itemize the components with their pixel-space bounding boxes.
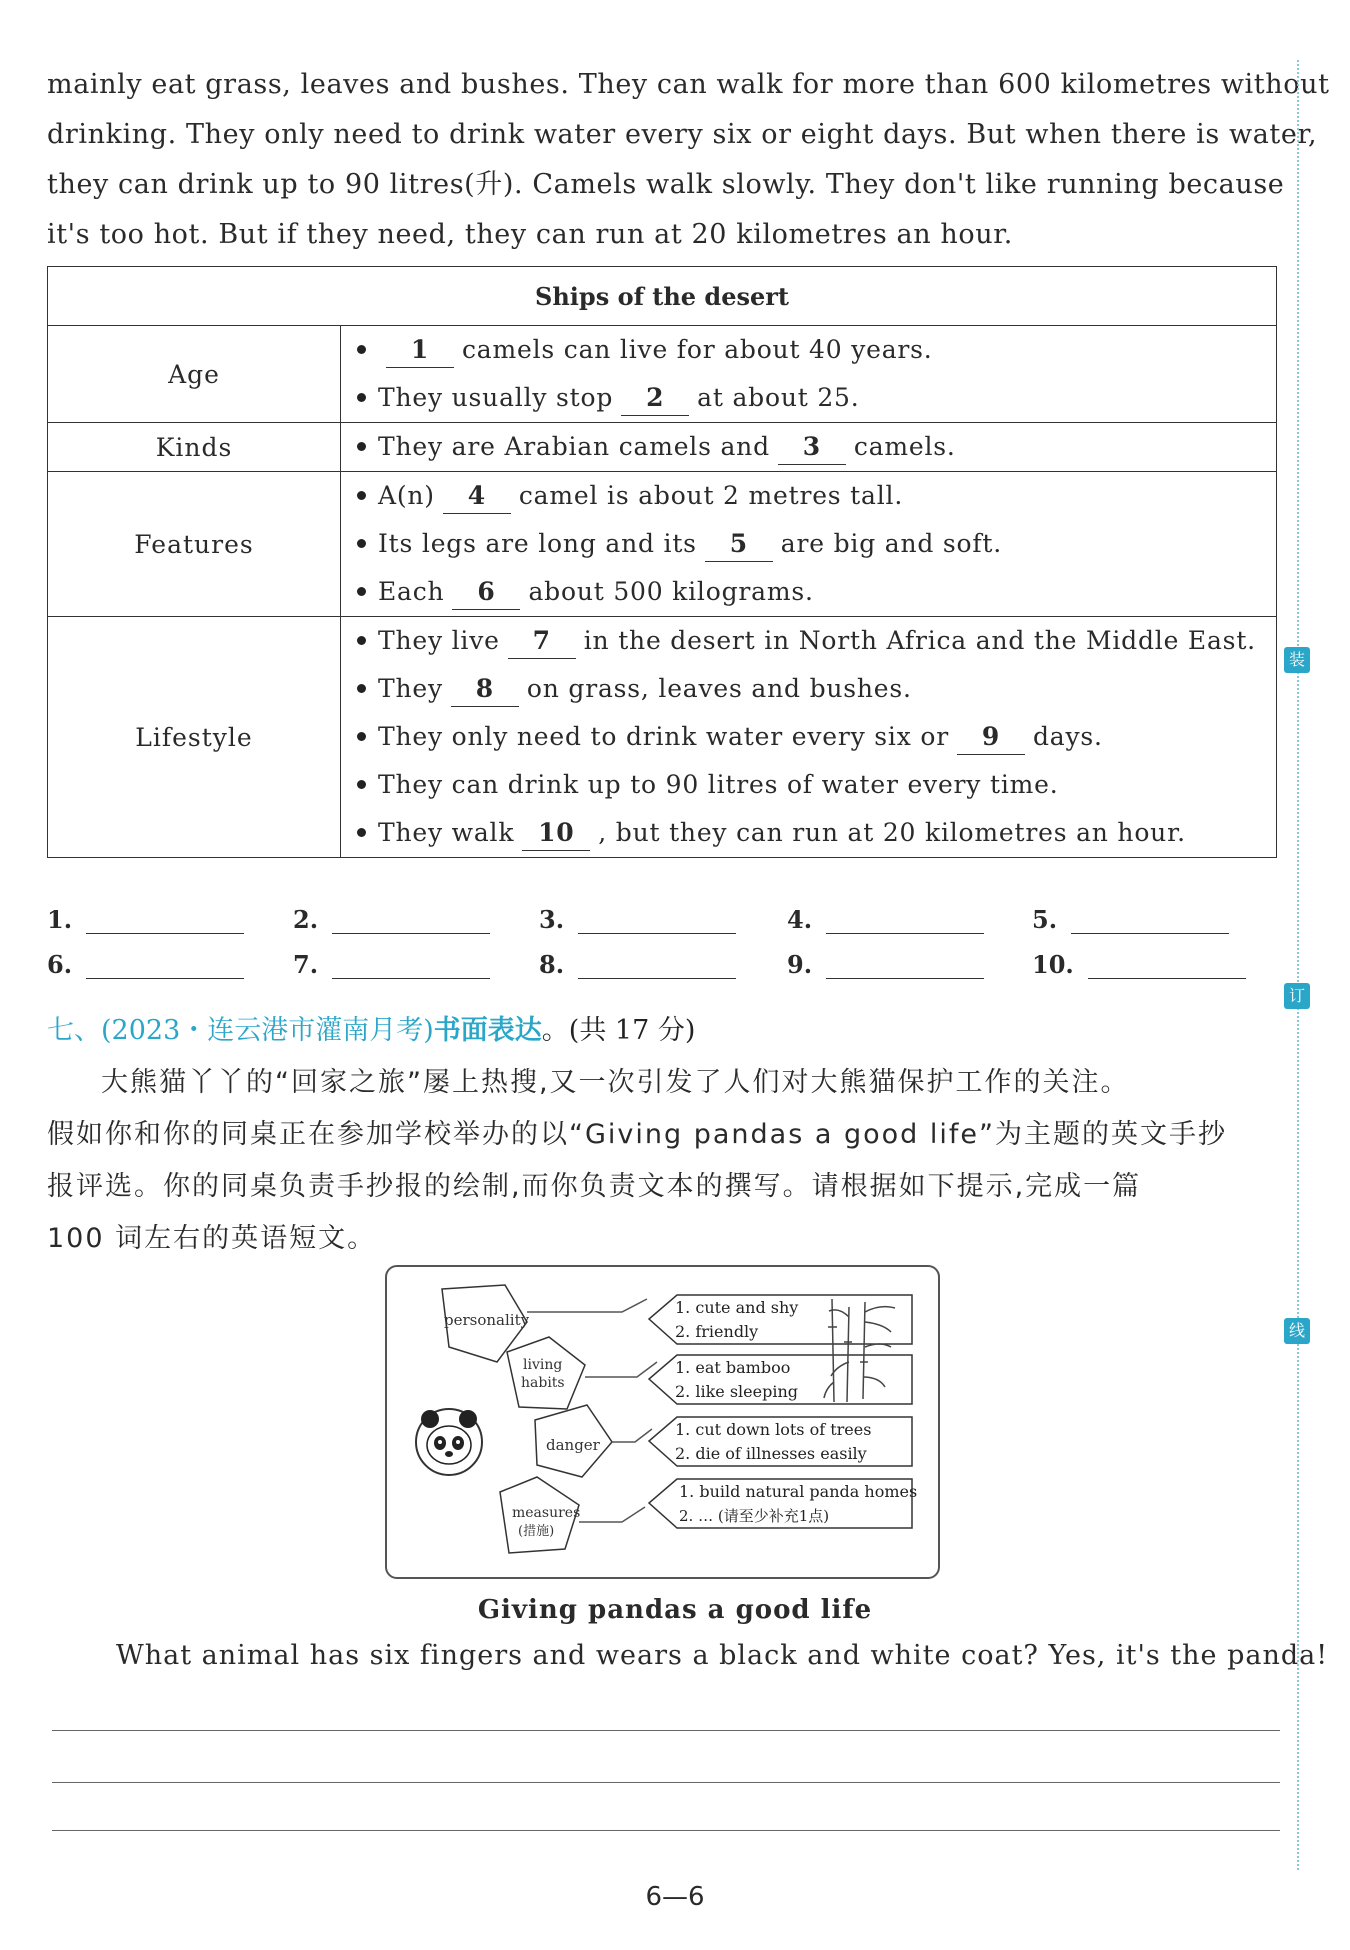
item-text: They live bbox=[378, 626, 500, 655]
ships-of-desert-table bbox=[47, 266, 1277, 858]
binding-margin-line bbox=[1297, 60, 1299, 1870]
bullet-icon bbox=[357, 539, 366, 548]
answer-item bbox=[47, 950, 244, 979]
passage-line: mainly eat grass, leaves and bushes. They can walk for more than 600 kilometres without bbox=[47, 69, 1330, 100]
row-content bbox=[341, 423, 1277, 472]
answer-number: 6. bbox=[47, 950, 73, 979]
fill-blank[interactable]: 6 bbox=[452, 575, 520, 610]
section-number: 七、 bbox=[47, 1015, 101, 1046]
answer-line[interactable] bbox=[826, 978, 984, 979]
answer-number: 8. bbox=[539, 950, 565, 979]
item-text: days. bbox=[1032, 722, 1103, 751]
bullet-item bbox=[353, 809, 1276, 857]
fill-blank[interactable]: 4 bbox=[443, 479, 511, 514]
node-label: habits bbox=[521, 1375, 565, 1391]
row-heading: Kinds bbox=[48, 423, 341, 472]
box-line: 2. die of illnesses easily bbox=[675, 1444, 867, 1463]
bullet-icon bbox=[357, 345, 366, 354]
row-content bbox=[341, 617, 1277, 858]
answer-line[interactable] bbox=[1071, 933, 1229, 934]
table-row bbox=[48, 326, 1277, 423]
info-box-personality bbox=[649, 1295, 912, 1344]
item-text: They only need to drink water every six or bbox=[378, 722, 949, 751]
section-source: (2023・连云港市灌南月考) bbox=[101, 1015, 434, 1046]
info-box-measures bbox=[649, 1479, 917, 1528]
box-line: 2. like sleeping bbox=[675, 1382, 799, 1401]
node-label: measures bbox=[512, 1505, 581, 1521]
fill-blank[interactable]: 7 bbox=[508, 624, 576, 659]
bullet-item bbox=[353, 374, 1276, 422]
node-label: personality bbox=[444, 1311, 530, 1329]
bullet-icon bbox=[357, 684, 366, 693]
box-line: 1. cut down lots of trees bbox=[675, 1420, 872, 1439]
table-row bbox=[48, 423, 1277, 472]
bullet-item bbox=[353, 617, 1276, 665]
fill-blank[interactable]: 2 bbox=[621, 381, 689, 416]
bullet-item bbox=[353, 423, 1276, 471]
answer-number: 5. bbox=[1032, 905, 1058, 934]
answer-line[interactable] bbox=[1088, 978, 1246, 979]
item-text: A(n) bbox=[378, 481, 435, 510]
row-heading: Age bbox=[48, 326, 341, 423]
bullet-icon bbox=[357, 732, 366, 741]
node-label: living bbox=[523, 1357, 563, 1373]
diagram-caption: Giving pandas a good life bbox=[477, 1595, 873, 1625]
section-task: 书面表达 bbox=[433, 1015, 542, 1046]
binding-mark: 装 bbox=[1284, 647, 1310, 673]
answer-item bbox=[1032, 950, 1246, 979]
passage-line: drinking. They only need to drink water every six or eight days. But when there is water, bbox=[47, 119, 1318, 150]
answer-line[interactable] bbox=[86, 978, 244, 979]
answer-item bbox=[1032, 905, 1229, 934]
instruction-line: 大熊猫丫丫的“回家之旅”屡上热搜,又一次引发了人们对大熊猫保护工作的关注。 bbox=[101, 1067, 1130, 1098]
answer-line[interactable] bbox=[578, 978, 736, 979]
node-danger bbox=[535, 1405, 612, 1477]
item-text: camels can live for about 40 years. bbox=[462, 335, 933, 364]
node-living-habits bbox=[507, 1337, 585, 1409]
binding-mark: 线 bbox=[1284, 1318, 1310, 1344]
fill-blank[interactable]: 3 bbox=[778, 430, 846, 465]
panda-mind-map bbox=[385, 1265, 940, 1579]
answer-item bbox=[293, 950, 490, 979]
node-label: danger bbox=[546, 1436, 600, 1454]
passage-line: it's too hot. But if they need, they can run at 20 kilometres an hour. bbox=[47, 219, 1013, 250]
row-content bbox=[341, 326, 1277, 423]
writing-line[interactable] bbox=[52, 1782, 1280, 1783]
bullet-item bbox=[353, 665, 1276, 713]
answer-line[interactable] bbox=[826, 933, 984, 934]
answer-item bbox=[787, 905, 984, 934]
box-line: 2. … (请至少补充1点) bbox=[679, 1507, 830, 1525]
passage-line: they can drink up to 90 litres(升). Camels walk slowly. They don't like running because bbox=[47, 169, 1285, 200]
node-measures bbox=[500, 1477, 580, 1553]
answer-item bbox=[539, 905, 736, 934]
info-box-danger bbox=[649, 1417, 912, 1466]
panda-icon bbox=[416, 1409, 482, 1475]
box-line: 1. eat bamboo bbox=[675, 1358, 791, 1377]
item-text: They walk bbox=[378, 818, 515, 847]
bullet-icon bbox=[357, 442, 366, 451]
writing-line[interactable] bbox=[52, 1830, 1280, 1831]
table-row bbox=[48, 617, 1277, 858]
bullet-icon bbox=[357, 491, 366, 500]
answer-number: 1. bbox=[47, 905, 73, 934]
answer-number: 10. bbox=[1032, 950, 1074, 979]
item-text: They are Arabian camels and bbox=[378, 432, 770, 461]
node-label: (措施) bbox=[518, 1524, 555, 1539]
section-7-heading bbox=[47, 1005, 1277, 1057]
instruction-line: 报评选。你的同桌负责手抄报的绘制,而你负责文本的撰写。请根据如下提示,完成一篇 bbox=[47, 1171, 1142, 1202]
bullet-item bbox=[353, 713, 1276, 761]
table-row bbox=[48, 472, 1277, 617]
row-content bbox=[341, 472, 1277, 617]
item-text: Each bbox=[378, 577, 445, 606]
item-text: They bbox=[378, 674, 443, 703]
box-line: 2. friendly bbox=[675, 1322, 759, 1341]
answer-row bbox=[47, 950, 1277, 990]
item-text: They can drink up to 90 litres of water every time. bbox=[378, 770, 1059, 799]
bullet-item bbox=[353, 520, 1276, 568]
item-text: camel is about 2 metres tall. bbox=[518, 481, 904, 510]
answer-line[interactable] bbox=[86, 933, 244, 934]
bullet-icon bbox=[357, 587, 366, 596]
fill-blank[interactable]: 5 bbox=[705, 527, 773, 562]
item-text: about 500 kilograms. bbox=[528, 577, 814, 606]
answer-line[interactable] bbox=[332, 978, 490, 979]
bullet-item bbox=[353, 326, 1276, 374]
box-line: 1. build natural panda homes bbox=[679, 1482, 918, 1501]
bullet-icon bbox=[357, 828, 366, 837]
fill-blank[interactable]: 8 bbox=[451, 672, 519, 707]
binding-mark: 订 bbox=[1284, 983, 1310, 1009]
section-7-writing bbox=[47, 1005, 1277, 1265]
bullet-icon bbox=[357, 636, 366, 645]
answer-line[interactable] bbox=[578, 933, 736, 934]
answer-number: 9. bbox=[787, 950, 813, 979]
row-heading: Lifestyle bbox=[48, 617, 341, 858]
fill-blank[interactable]: 9 bbox=[957, 720, 1025, 755]
answer-number: 7. bbox=[293, 950, 319, 979]
answer-number: 2. bbox=[293, 905, 319, 934]
answer-number: 3. bbox=[539, 905, 565, 934]
instruction-line: 100 词左右的英语短文。 bbox=[47, 1223, 377, 1254]
table-title: Ships of the desert bbox=[48, 267, 1277, 326]
bullet-icon bbox=[357, 393, 366, 402]
bullet-icon bbox=[357, 780, 366, 789]
answer-row bbox=[47, 905, 1277, 945]
item-text: , but they can run at 20 kilometres an hour. bbox=[598, 818, 1186, 847]
answer-item bbox=[787, 950, 984, 979]
row-heading: Features bbox=[48, 472, 341, 617]
bullet-item bbox=[353, 761, 1276, 809]
writing-line[interactable] bbox=[52, 1730, 1280, 1731]
bullet-item bbox=[353, 568, 1276, 616]
answer-item bbox=[539, 950, 736, 979]
reading-passage bbox=[47, 60, 1330, 260]
box-line: 1. cute and shy bbox=[675, 1298, 799, 1317]
essay-opening-sentence: What animal has six fingers and wears a black and white coat? Yes, it's the panda! bbox=[116, 1640, 1329, 1671]
item-text: Its legs are long and its bbox=[378, 529, 697, 558]
item-text: on grass, leaves and bushes. bbox=[526, 674, 912, 703]
item-text: camels. bbox=[853, 432, 956, 461]
item-text: in the desert in North Africa and the Middle East. bbox=[583, 626, 1256, 655]
fill-blank[interactable]: 1 bbox=[386, 333, 454, 368]
bullet-item bbox=[353, 472, 1276, 520]
page-number: 6—6 bbox=[645, 1882, 705, 1912]
answer-item bbox=[47, 905, 244, 934]
item-text: are big and soft. bbox=[780, 529, 1003, 558]
item-text: at about 25. bbox=[697, 383, 860, 412]
answer-item bbox=[293, 905, 490, 934]
section-score: 。(共 17 分) bbox=[541, 1015, 696, 1046]
info-box-living-habits bbox=[649, 1355, 912, 1404]
fill-blank[interactable]: 10 bbox=[522, 816, 590, 851]
item-text: They usually stop bbox=[378, 383, 614, 412]
instruction-line: 假如你和你的同桌正在参加学校举办的以“Giving pandas a good life”为主题的英文手抄 bbox=[47, 1119, 1227, 1150]
answer-line[interactable] bbox=[332, 933, 490, 934]
answer-number: 4. bbox=[787, 905, 813, 934]
mind-map-svg bbox=[387, 1267, 938, 1577]
